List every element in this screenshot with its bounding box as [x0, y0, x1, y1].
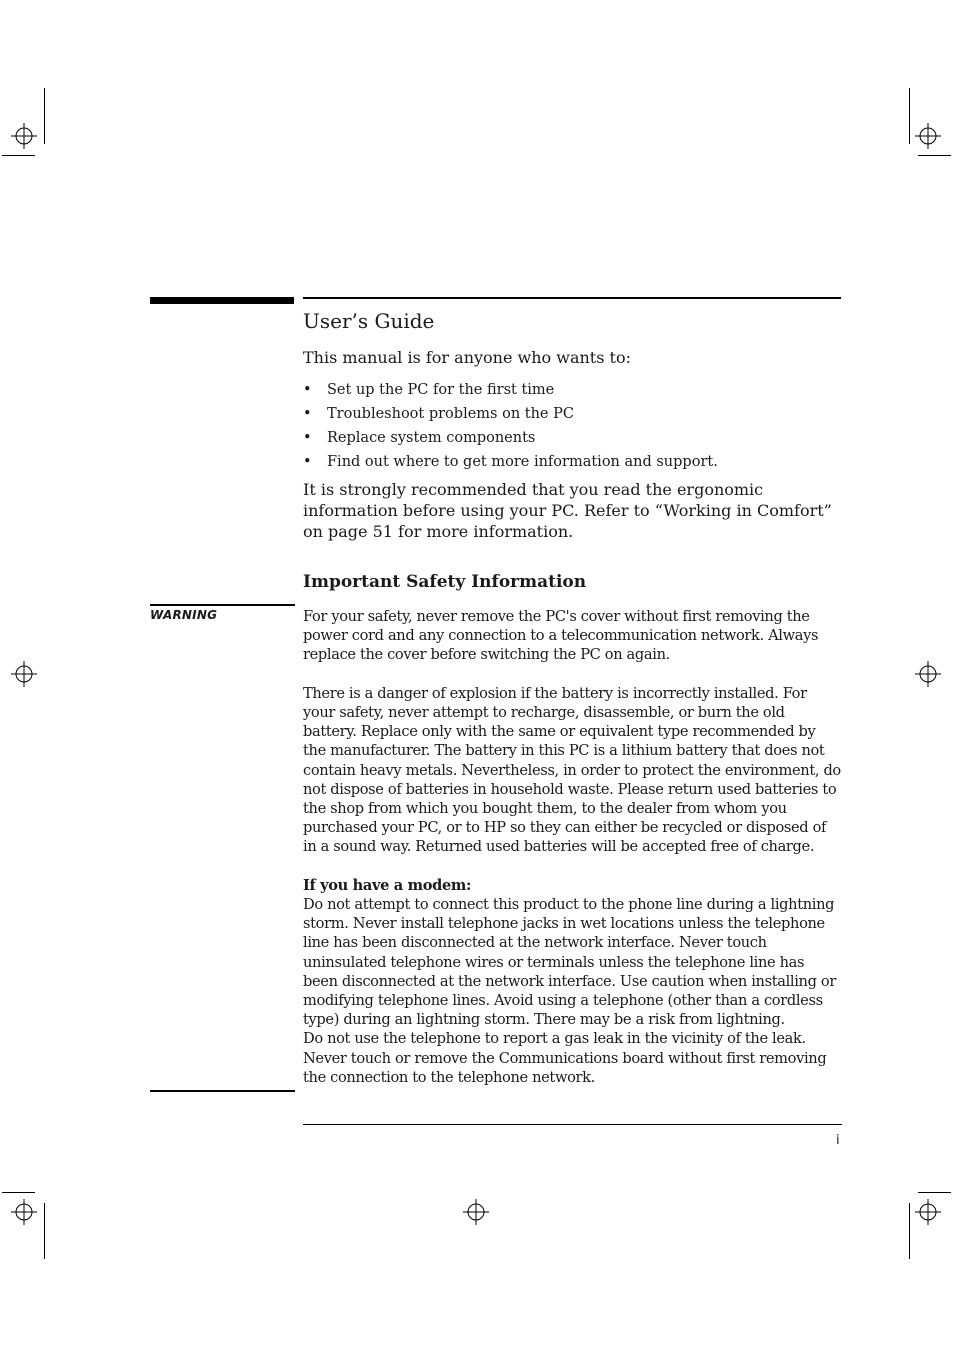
registration-mark-bottom-center — [463, 1199, 489, 1225]
warning-label: WARNING — [150, 608, 218, 622]
page-title: User’s Guide — [303, 309, 435, 333]
bullet-icon: • — [303, 430, 312, 446]
modem-heading: If you have a modem: — [303, 876, 472, 894]
warning-body — [303, 607, 841, 1087]
purpose-list — [303, 380, 843, 476]
crop-line — [909, 1203, 910, 1259]
crop-line — [2, 155, 35, 156]
crop-line — [2, 1192, 35, 1193]
modem-warning — [303, 876, 841, 1087]
recommendation-text: It is strongly recommended that you read the ergonomic information before using your PC. Refer to “Working in Comfort” on page 51 for more information. — [303, 480, 832, 541]
list-item-text: Set up the PC for the first time — [327, 382, 555, 398]
warning-paragraph: For your safety, never remove the PC's cover without first removing the power cord and any connection to a telecommunication network. Always replace the cover before switching the PC on again. — [303, 608, 819, 664]
battery-warning-paragraph: There is a danger of explosion if the battery is incorrectly installed. For your safety, never attempt to recharge, disassemble, or burn the old battery. Replace only with the same or equivalent type recommended by the manufacturer. The battery in this PC is a lithium battery that does not contain heavy metals. Nevertheless, in order to protect the environment, do not dispose of batteries in household waste. Please return used batteries to the shop from which you bought them, to the dealer from whom you purchased your PC, or to HP so they can either be recycled or disposed of in a sound way. Returned used batteries will be accepted free of charge. — [303, 684, 841, 856]
margin-heading-rule — [150, 297, 294, 304]
crop-line — [44, 88, 45, 144]
chapter-top-rule — [303, 297, 841, 299]
intro-text: This manual is for anyone who wants to: — [303, 348, 631, 367]
footer-rule — [303, 1124, 842, 1125]
crop-line — [918, 1192, 951, 1193]
registration-mark-middle-right — [915, 661, 941, 687]
list-item — [303, 380, 843, 404]
list-item — [303, 404, 843, 428]
safety-heading: Important Safety Information — [303, 572, 587, 592]
modem-text-gas-leak: Do not use the telephone to report a gas leak in the vicinity of the leak. Never touch or remove the Communications board without first removing the connection to the telephone network. — [303, 1030, 827, 1086]
registration-mark-bottom-left — [11, 1199, 37, 1225]
registration-mark-top-left — [11, 123, 37, 149]
bullet-icon: • — [303, 406, 312, 422]
warning-bottom-rule — [150, 1090, 295, 1092]
list-item — [303, 452, 843, 476]
bullet-icon: • — [303, 382, 312, 398]
registration-mark-middle-left — [11, 661, 37, 687]
list-item-text: Find out where to get more information and support. — [327, 454, 718, 470]
list-item-text: Replace system components — [327, 430, 536, 446]
list-item-text: Troubleshoot problems on the PC — [327, 406, 574, 422]
page-number: i — [836, 1133, 840, 1148]
list-item — [303, 428, 843, 452]
registration-mark-top-right — [915, 123, 941, 149]
crop-line — [909, 88, 910, 144]
modem-text: Do not attempt to connect this product to the phone line during a lightning storm. Never install telephone jacks in wet locations unless the telephone line has been disconnected at the network interface. Never touch uninsulated telephone wires or terminals unless the telephone line has been disconnected at the network interface. Use caution when installing or modifying telephone lines. Avoid using a telephone (other than a cordless type) during an lightning storm. There may be a risk from lightning. — [303, 896, 836, 1029]
bullet-icon: • — [303, 454, 312, 470]
warning-top-rule — [150, 604, 295, 606]
registration-mark-bottom-right — [915, 1199, 941, 1225]
crop-line — [918, 155, 951, 156]
crop-line — [44, 1203, 45, 1259]
